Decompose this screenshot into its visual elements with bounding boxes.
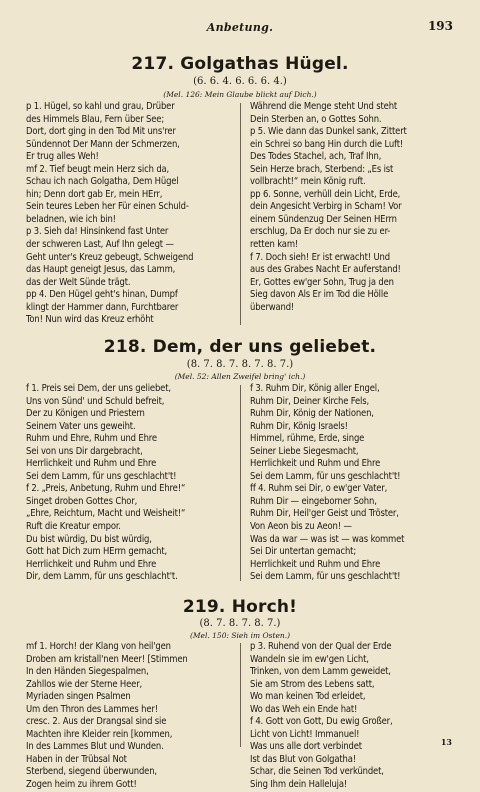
hymn-title: 217. Golgathas Hügel. (131, 54, 349, 74)
verse-line: f 1. Preis sei Dem, der uns geliebet, (26, 383, 171, 394)
verse-line: p 3. Ruhend von der Qual der Erde (250, 641, 392, 652)
verse-line: Sei dem Lamm, für uns geschlacht't! (26, 470, 177, 482)
hymn-column-right (250, 101, 456, 314)
verse-line: mf 2. Tief beugt mein Herz sich da, (26, 163, 170, 175)
verse-line: Sein teures Leben her Für einen Schuld- (26, 201, 189, 213)
verse-line: hin; Denn dort gab Er, mein HErr, (26, 188, 163, 200)
verse-line: Ruhm und Ehre, Ruhm und Ehre (26, 433, 157, 445)
verse-line: Sing Ihm dein Halleluja! (250, 779, 348, 791)
verse-line: überwand! (250, 301, 295, 313)
verse-line: „Ehre, Reichtum, Macht und Weisheit!“ (26, 508, 186, 520)
hymn-column-right (250, 641, 456, 792)
verse-line: Sei dem Lamm, für uns geschlacht't! (250, 571, 401, 583)
verse-line: Singet droben Gottes Chor, (26, 495, 138, 507)
verse-line: pp 4. Den Hügel geht's hinan, Dumpf (26, 289, 178, 301)
verse-line: Sei Dir untertan gemacht; (250, 546, 357, 558)
verse-line: Ist das Blut von Golgatha! (250, 753, 356, 765)
verse-line: Du bist würdig, Du bist würdig, (26, 533, 152, 545)
verse-line: klingt der Hammer dann, Furchtbarer (26, 301, 179, 313)
verse-line: Trinken, von dem Lamm geweidet, (250, 666, 391, 678)
column-divider (240, 103, 241, 325)
verse-line: Sei von uns Dir dargebracht, (26, 445, 143, 457)
verse-line: Herrlichkeit und Ruhm und Ehre (250, 458, 381, 470)
verse-line: Sterbend, siegend überwunden, (26, 766, 157, 778)
page-number: 193 (427, 19, 453, 33)
verse-line: Seiner Liebe Siegesmacht, (250, 445, 359, 457)
hymn-title: 218. Dem, der uns geliebet. (103, 337, 377, 357)
verse-line: mf 1. Horch! der Klang von heil'gen (26, 641, 171, 652)
verse-line: erschlug, Da Er doch nur sie zu er- (250, 226, 391, 238)
column-divider (240, 385, 241, 581)
verse-line: Myriaden singen Psalmen (26, 691, 131, 703)
verse-line: Er, Gottes ew'ger Sohn, Trug ja den (250, 276, 394, 288)
hymn-meter: (6. 6. 4. 6. 6. 6. 4.) (193, 76, 287, 87)
verse-line: Uns von Sünd' und Schuld befreit, (26, 395, 165, 407)
verse-line: Dort, dort ging in den Tod Mit uns'rer (26, 126, 176, 138)
verse-line: f 3. Ruhm Dir, König aller Engel, (250, 383, 380, 394)
verse-line: Um den Thron des Lammes her! (26, 703, 158, 715)
verse-line: Zahllos wie der Sterne Heer, (26, 678, 143, 690)
verse-line: Wo man keinen Tod erleidet, (250, 691, 366, 703)
verse-line: Ruhm Dir, König Israels! (250, 420, 348, 432)
verse-line: p 3. Sieh da! Hinsinkend fast Unter (26, 226, 169, 238)
verse-line: Herrlichkeit und Ruhm und Ehre (26, 558, 157, 570)
verse-line: Von Aeon bis zu Aeon! — (250, 521, 352, 533)
verse-line: Dir, dem Lamm, für uns geschlacht't. (26, 571, 178, 583)
verse-line: Der zu Königen und Priestern (26, 408, 145, 420)
verse-line: Himmel, rühme, Erde, singe (250, 433, 365, 445)
verse-line: beladnen, wie ich bin! (26, 213, 116, 225)
verse-line: Gott hat Dich zum HErrn gemacht, (26, 546, 168, 558)
verse-line: Sein Herze brach, Sterbend: „Es ist (250, 163, 394, 175)
verse-line: f 2. „Preis, Anbetung, Ruhm und Ehre!“ (26, 483, 186, 495)
verse-line: einem Sündenzug Der Seinen HErrn (250, 213, 397, 225)
verse-line: p 5. Wie dann das Dunkel sank, Zittert (250, 126, 407, 138)
verse-line: Wo das Weh ein Ende hat! (250, 703, 358, 715)
column-divider (240, 643, 241, 747)
hymn-melody: (Mel. 52: Allen Zweifel bring' ich.) (174, 372, 306, 381)
verse-line: Dein Sterben an, o Gottes Sohn. (250, 113, 382, 125)
verse-line: Herrlichkeit und Ruhm und Ehre (26, 458, 157, 470)
verse-line: p 1. Hügel, so kahl und grau, Drüber (26, 101, 175, 112)
verse-line: Ruft die Kreatur empor. (26, 521, 121, 533)
hymn-melody: (Mel. 150: Sieh im Osten.) (189, 631, 291, 640)
verse-line: Zogen heim zu ihrem Gott! (26, 779, 137, 791)
verse-line: Licht von Licht! Immanuel! (250, 728, 360, 740)
hymn-column-right (250, 383, 456, 584)
verse-line: Schau ich nach Golgatha, Dem Hügel (26, 176, 179, 188)
verse-line: Herrlichkeit und Ruhm und Ehre (250, 558, 381, 570)
verse-line: vollbracht!“ mein König ruft. (250, 176, 366, 188)
verse-line: cresc. 2. Aus der Drangsal sind sie (26, 716, 167, 728)
verse-line: Ruhm Dir, König der Nationen, (250, 408, 374, 420)
verse-line: Ruhm Dir, Heil'ger Geist und Tröster, (250, 508, 399, 520)
verse-line: das der Welt Sünde trägt. (26, 276, 131, 288)
verse-line: Machten ihre Kleider rein [kommen, (26, 728, 173, 740)
hymn-meter: (8. 7. 8. 7. 8. 7. 8. 7.) (186, 359, 294, 370)
hymn-melody: (Mel. 126: Mein Glaube blickt auf Dich.) (163, 90, 317, 99)
verse-line: Ruhm Dir — eingeborner Sohn, (250, 495, 377, 507)
verse-line: Geht unter's Kreuz gebeugt, Schweigend (26, 251, 194, 263)
verse-line: dein Angesicht Verbirg in Scham! Vor (250, 201, 402, 213)
verse-line: Haben in der Trübsal Not (26, 753, 127, 765)
verse-line: Sündennot Der Mann der Schmerzen, (26, 138, 180, 150)
hymn-column-left (26, 101, 232, 327)
verse-line: pp 6. Sonne, verhüll dein Licht, Erde, (250, 188, 401, 200)
hymn-column-left (26, 383, 232, 584)
verse-line: Was uns alle dort verbindet (250, 741, 362, 753)
verse-line: In den Händen Siegespalmen, (26, 666, 149, 678)
verse-line: retten kam! (250, 239, 299, 251)
hymn-column-left (26, 641, 232, 792)
verse-line: Droben am kristall'nen Meer! [Stimmen (26, 653, 188, 665)
verse-line: das Haupt geneigt Jesus, das Lamm, (26, 264, 176, 276)
verse-line: des Himmels Blau, Fern über See; (26, 113, 165, 125)
verse-line: Wandeln sie im ew'gen Licht, (250, 653, 369, 665)
verse-line: Was da war — was ist — was kommet (250, 533, 405, 545)
verse-line: Sie am Strom des Lebens satt, (250, 678, 375, 690)
verse-line: der schweren Last, Auf Ihn gelegt — (26, 239, 174, 251)
verse-line: f 4. Gott von Gott, Du ewig Großer, (250, 716, 393, 728)
verse-line: Schar, die Seinen Tod verkündet, (250, 766, 384, 778)
verse-line: Während die Menge steht Und steht (250, 101, 398, 112)
verse-line: ein Schrei so bang Hin durch die Luft! (250, 138, 404, 150)
verse-line: f 7. Doch sieh! Er ist erwacht! Und (250, 251, 390, 263)
verse-line: Ton! Nun wird das Kreuz erhöht (26, 314, 154, 326)
verse-line: Seinem Vater uns geweiht. (26, 420, 136, 432)
verse-line: ff 4. Ruhm sei Dir, o ew'ger Vater, (250, 483, 388, 495)
hymn-meter: (8. 7. 8. 7. 8. 7.) (199, 618, 281, 629)
running-head: Anbetung. (206, 21, 274, 34)
hymn-title: 219. Horch! (182, 597, 298, 617)
verse-line: In des Lammes Blut und Wunden. (26, 741, 164, 753)
verse-line: aus des Grabes Nacht Er auferstand! (250, 264, 401, 276)
verse-line: Ruhm Dir, Deiner Kirche Fels, (250, 395, 369, 407)
verse-line: Des Todes Stachel, ach, Traf Ihn, (250, 151, 382, 163)
verse-line: Er trug alles Weh! (26, 151, 99, 163)
verse-line: Sei dem Lamm, für uns geschlacht't! (250, 470, 401, 482)
verse-line: Sieg davon Als Er im Tod die Hölle (250, 289, 389, 301)
signature-mark: 13 (440, 737, 452, 747)
